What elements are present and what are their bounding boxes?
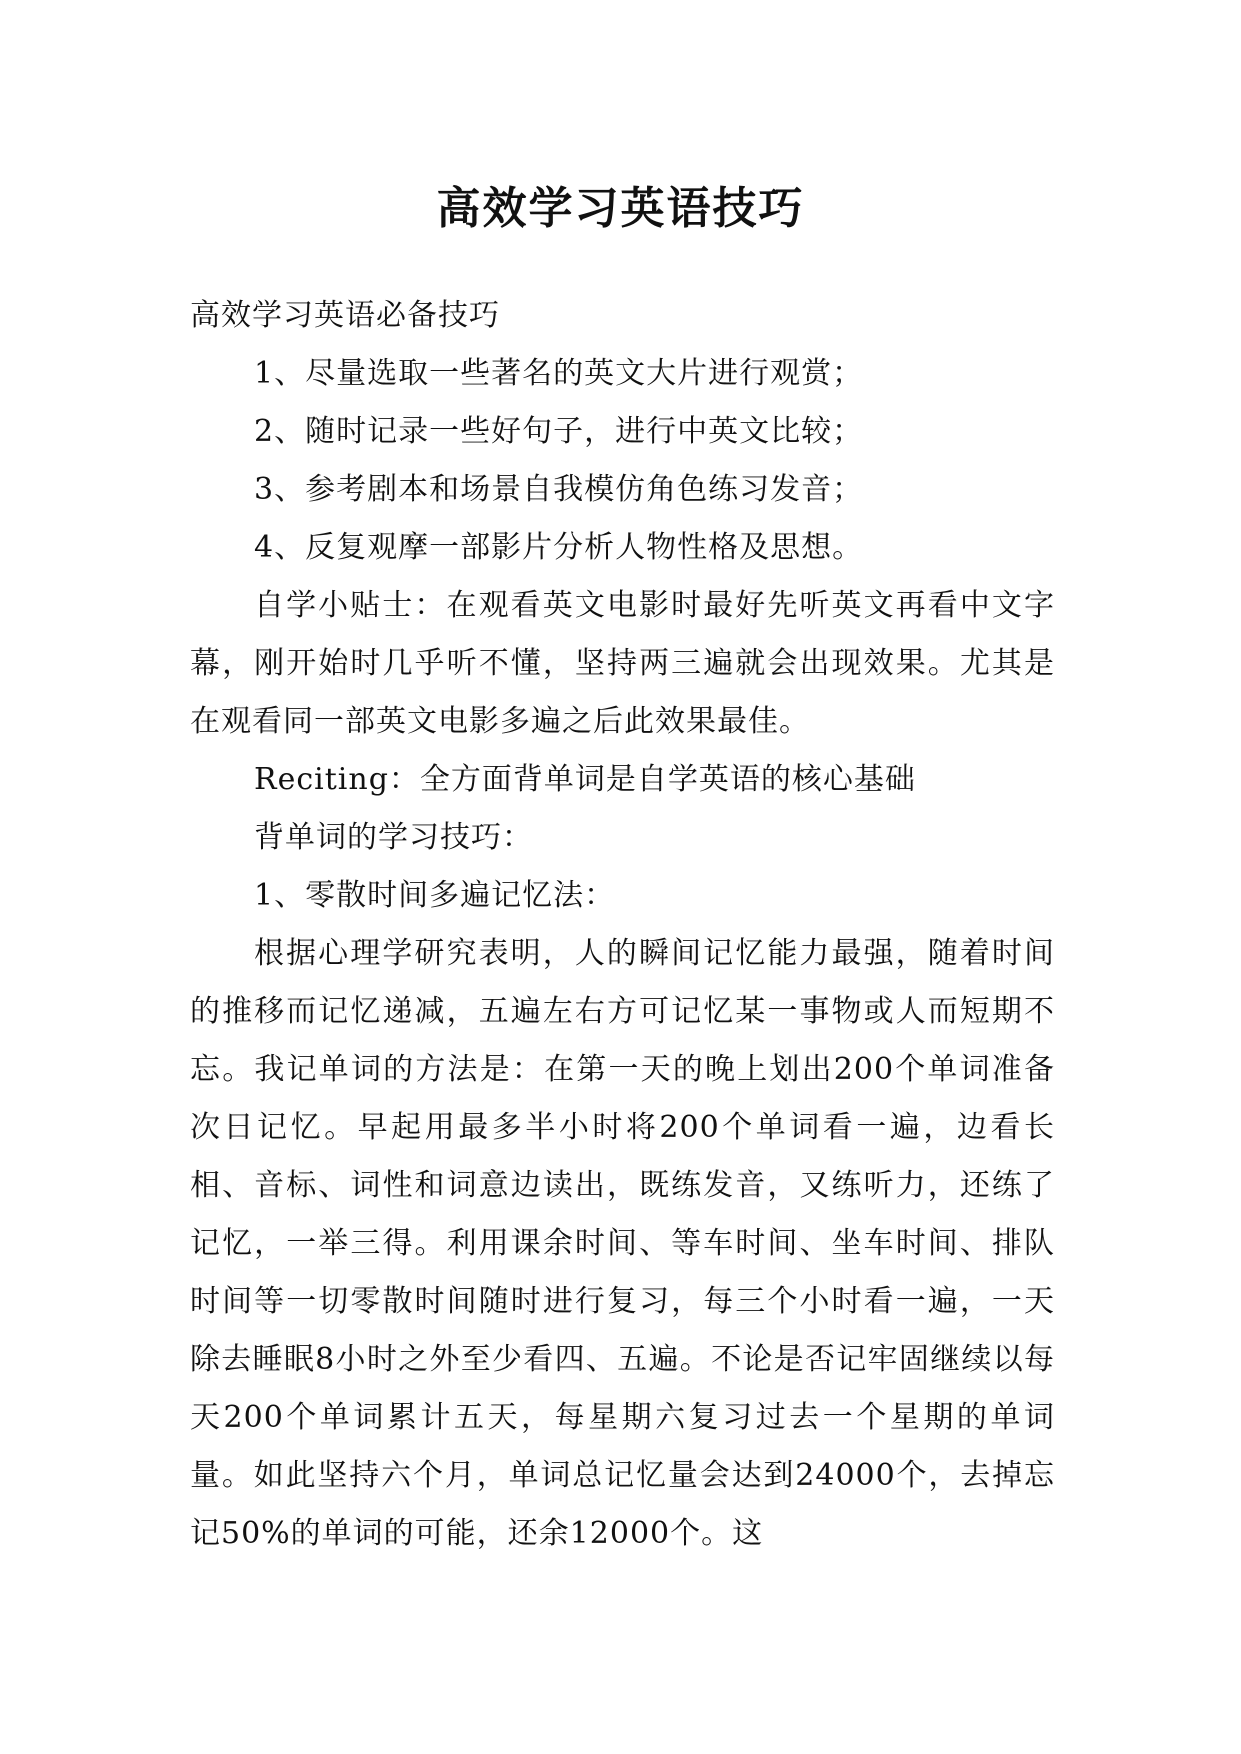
document-body bbox=[190, 287, 1055, 1563]
vocab-skills-heading: 背单词的学习技巧： bbox=[254, 820, 533, 855]
method-1-heading: 1、零散时间多遍记忆法： bbox=[254, 878, 616, 913]
self-study-tip-paragraph: 自学小贴士：在观看英文电影时最好先听英文再看中文字幕，刚开始时几乎听不懂，坚持两三遍就会出现效果。尤其是在观看同一部英文电影多遍之后此效果最佳。 bbox=[190, 588, 1055, 739]
tip-item-2: 2、随时记录一些好句子，进行中英文比较； bbox=[254, 414, 864, 449]
reciting-paragraph: Reciting：全方面背单词是自学英语的核心基础 bbox=[254, 762, 916, 797]
section-heading: 高效学习英语必备技巧 bbox=[190, 298, 500, 333]
document-title: 高效学习英语技巧 bbox=[436, 183, 805, 235]
method-1-body-paragraph: 根据心理学研究表明，人的瞬间记忆能力最强，随着时间的推移而记忆递减，五遍左右方可记忆某一事物或人而短期不忘。我记单词的方法是：在第一天的晚上划出200个单词准备次日记忆。早起用最多半小时将200个单词看一遍，边看长相、音标、词性和词意边读出，既练发音，又练听力，还练了记忆，一举三得。利用课余时间、等车时间、坐车时间、排队时间等一切零散时间随时进行复习，每三个小时看一遍，一天除去睡眠8小时之外至少看四、五遍。不论是否记牢固继续以每天200个单词累计五天，每星期六复习过去一个星期的单词量。如此坚持六个月，单词总记忆量会达到24000个，去掉忘记50%的单词的可能，还余12000个。这 bbox=[190, 936, 1055, 1551]
tip-item-4: 4、反复观摩一部影片分析人物性格及思想。 bbox=[254, 530, 864, 565]
tip-item-3: 3、参考剧本和场景自我模仿角色练习发音； bbox=[254, 472, 864, 507]
tip-item-1: 1、尽量选取一些著名的英文大片进行观赏； bbox=[254, 356, 864, 391]
